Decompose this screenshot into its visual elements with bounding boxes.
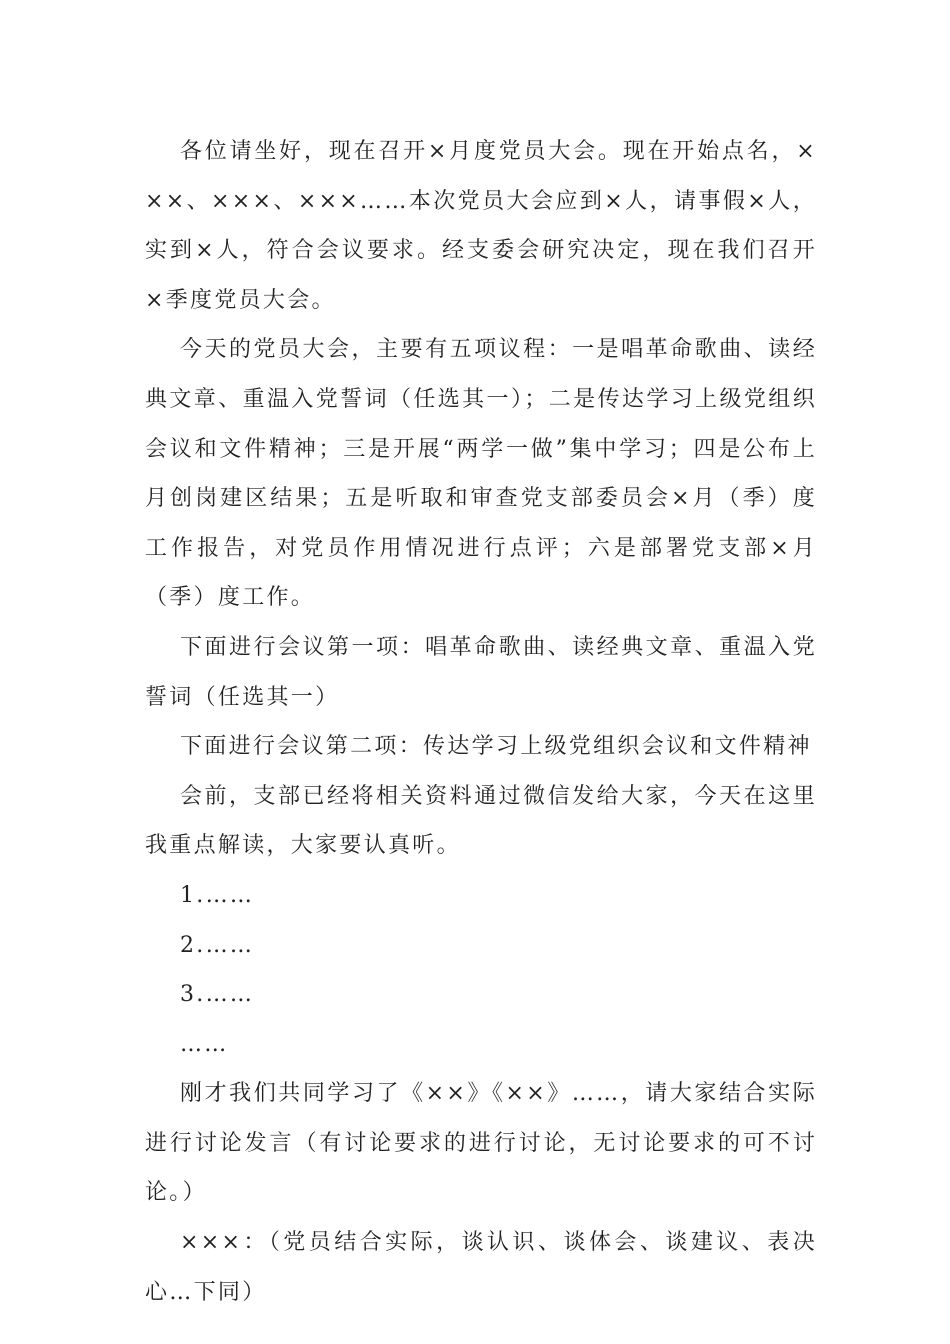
paragraph-pre-meeting: 会前，支部已经将相关资料通过微信发给大家，今天在这里我重点解读，大家要认真听。 [145,783,817,859]
document-body [145,127,817,1317]
paragraph-agenda: 今天的党员大会，主要有五项议程：一是唱革命歌曲、读经典文章、重温入党誓词（任选其一）；二是传达学习上级党组织会议和文件精神；三是开展“两学一做”集中学习；四是公布上月创岗建区结果；五是听取和审查党支部委员会×月（季）度工作报告，对党员作用情况进行点评；六是部署党支部×月（季）度工作。 [145,337,817,611]
paragraph-roll-call: 各位请坐好，现在召开×月度党员大会。现在开始点名，×××、×××、×××……本次党员大会应到×人，请事假×人，实到×人，符合会议要求。经支委会研究决定，现在我们召开×季度党员大会。 [145,139,817,313]
paragraph-item-two: 下面进行会议第二项：传达学习上级党组织会议和文件精神 [180,734,812,760]
list-item-2: 2.…… [180,932,255,958]
list-item-ellipsis: …… [180,1031,229,1057]
paragraph-discussion: 刚才我们共同学习了《××》《××》……，请大家结合实际进行讨论发言（有讨论要求的进行讨论，无讨论要求的可不讨论。） [145,1081,817,1206]
paragraph-speaker: ×××：（党员结合实际，谈认识、谈体会、谈建议、表决心…下同） [145,1230,817,1305]
list-item-3: 3.…… [180,982,255,1008]
list-item-1: 1.…… [180,882,255,908]
paragraph-item-one: 下面进行会议第一项：唱革命歌曲、读经典文章、重温入党誓词（任选其一） [145,634,817,710]
